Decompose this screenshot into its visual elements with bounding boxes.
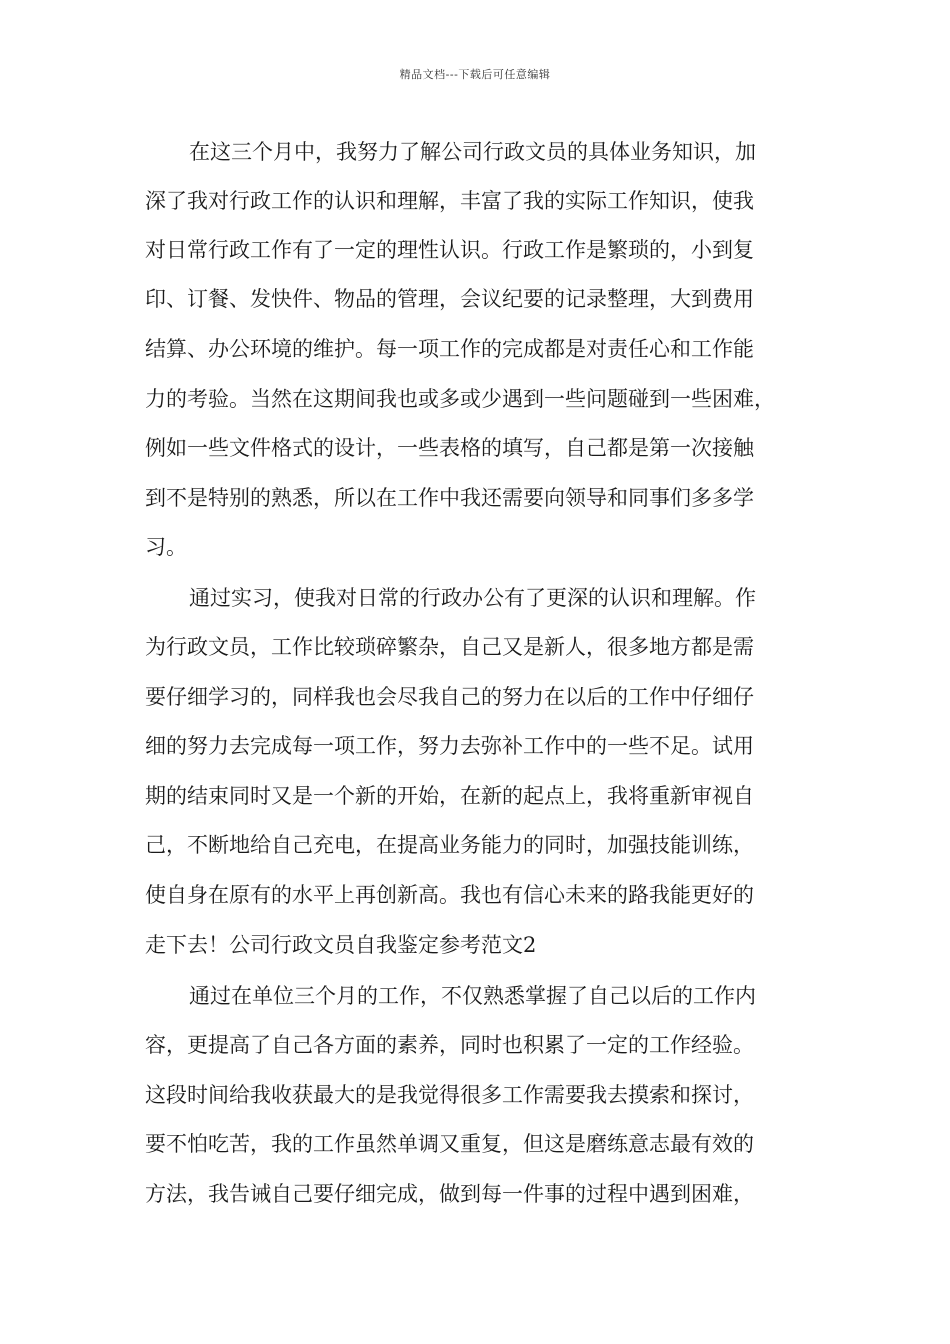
text-line: 为行政文员，工作比较琐碎繁杂，自己又是新人，很多地方都是需 (145, 635, 754, 659)
text-line: 结算、办公环境的维护。每一项工作的完成都是对责任心和工作能 (145, 337, 754, 361)
text-line: 这段时间给我收获最大的是我觉得很多工作需要我去摸索和探讨， (145, 1083, 754, 1107)
page-header: 精品文档---下载后可任意编辑 (399, 68, 551, 81)
text-line: 力的考验。当然在这期间我也或多或少遇到一些问题碰到一些困难， (145, 387, 775, 411)
text-line: 例如一些文件格式的设计，一些表格的填写，自己都是第一次接触 (145, 436, 754, 460)
text-line: 己，不断地给自己充电，在提高业务能力的同时，加强技能训练， (145, 833, 754, 857)
text-line: 深了我对行政工作的认识和理解，丰富了我的实际工作知识，使我 (145, 189, 754, 213)
text-line: 方法，我告诫自己要仔细完成，做到每一件事的过程中遇到困难， (145, 1182, 754, 1206)
text-line: 容，更提高了自己各方面的素养，同时也积累了一定的工作经验。 (145, 1033, 754, 1057)
text-line: 通过在单位三个月的工作，不仅熟悉掌握了自己以后的工作内 (189, 984, 756, 1008)
text-line: 在这三个月中，我努力了解公司行政文员的具体业务知识，加 (189, 140, 756, 164)
text-line: 要仔细学习的，同样我也会尽我自己的努力在以后的工作中仔细仔 (145, 685, 754, 709)
text-line: 到不是特别的熟悉，所以在工作中我还需要向领导和同事们多多学 (145, 486, 754, 510)
text-line: 期的结束同时又是一个新的开始，在新的起点上，我将重新审视自 (145, 784, 754, 808)
text-line: 习。 (145, 535, 187, 559)
text-line: 走下去！公司行政文员自我鉴定参考范文2 (145, 933, 537, 957)
text-line: 要不怕吃苦，我的工作虽然单调又重复，但这是磨练意志最有效的 (145, 1132, 754, 1156)
text-line: 印、订餐、发快件、物品的管理，会议纪要的记录整理，大到费用 (145, 287, 754, 311)
text-line: 通过实习，使我对日常的行政办公有了更深的认识和理解。作 (189, 586, 756, 610)
text-line: 使自身在原有的水平上再创新高。我也有信心未来的路我能更好的 (145, 883, 754, 907)
text-line: 对日常行政工作有了一定的理性认识。行政工作是繁琐的，小到复 (145, 238, 754, 262)
text-line: 细的努力去完成每一项工作，努力去弥补工作中的一些不足。试用 (145, 734, 754, 758)
